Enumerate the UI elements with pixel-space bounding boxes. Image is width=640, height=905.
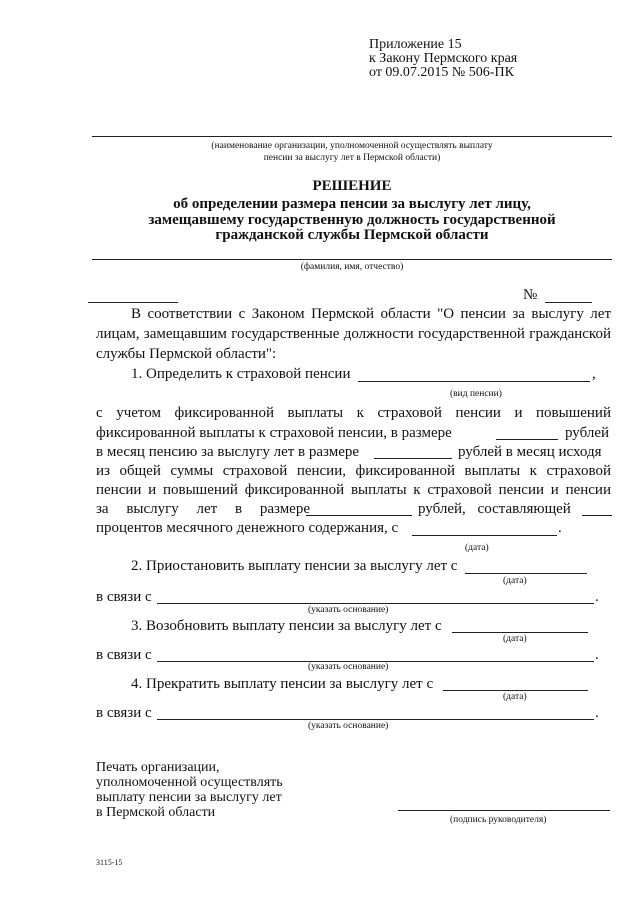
item1-text-1: с учетом фиксированной выплаты к страховой пенсии и повышений [96,405,611,421]
intro-line-2: лицам, замещавшим государственные должности государственной гражданской [96,326,611,342]
item1-text-6b: рублей, составляющей [418,501,571,517]
document-subtitle-2: замещавшему государственную должность государственной [148,212,556,228]
total-amount-line[interactable] [306,515,412,516]
item3-reason-lead: в связи с [96,647,152,663]
appendix-line-3: от 09.07.2015 № 506-ПК [369,65,514,80]
document-subtitle-1: об определении размера пенсии за выслугу лет лицу, [173,196,531,212]
stamp-line-1: Печать организации, [96,760,220,775]
item4-reason-lead: в связи с [96,705,152,721]
item3-date-caption: (дата) [503,634,527,644]
item1-text-3b: рублей в месяц исходя [458,444,602,460]
signature-caption: (подпись руководителя) [450,815,547,825]
item1-text-4: из общей суммы страховой пенсии, фиксированной выплаты к страховой [96,463,611,479]
item4-date-line[interactable] [443,690,588,691]
number-label: № [523,287,538,303]
item1-text-7a: процентов месячного денежного содержания, с [96,520,399,536]
stamp-line-3: выплату пенсии за выслугу лет [96,790,282,805]
document-title: РЕШЕНИЕ [312,178,392,194]
intro-line-3: службы Пермской области": [96,346,277,362]
long-service-pension-amount-line[interactable] [374,458,452,459]
full-name-caption: (фамилия, имя, отчество) [300,262,404,272]
item3-date-line[interactable] [452,632,588,633]
item2-date-caption: (дата) [503,576,527,586]
item1-text-2a: фиксированной выплаты к страховой пенсии, в размере [96,425,452,441]
item1-lead: 1. Определить к страховой пенсии [131,366,351,382]
item3-reason-caption: (указать основание) [308,662,389,672]
item1-date-caption: (дата) [465,543,489,553]
item2-reason-end: . [595,589,599,605]
percent-value-line[interactable] [582,515,612,516]
item4-reason-end: . [595,705,599,721]
organization-caption-1: (наименование организации, уполномоченной осуществлять выплату [211,141,493,151]
item4-reason-line[interactable] [157,719,594,720]
signature-line[interactable] [398,810,610,811]
item1-date-line[interactable] [412,535,557,536]
item2-reason-lead: в связи с [96,589,152,605]
item4-lead: 4. Прекратить выплату пенсии за выслугу лет с [131,676,434,692]
pension-type-caption: (вид пенсии) [450,389,502,399]
intro-line-1: В соответствии с Законом Пермской области "О пенсии за выслугу лет [131,306,611,322]
item4-date-caption: (дата) [503,692,527,702]
document-subtitle-3: гражданской службы Пермской области [215,227,489,243]
pension-type-line[interactable] [358,381,590,382]
decision-number-line[interactable] [545,302,592,303]
item1-text-5: пенсии и повышений фиксированной выплаты к страховой пенсии и пенсии [96,482,611,498]
item2-date-line[interactable] [465,573,587,574]
item1-text-7b: . [558,520,562,536]
stamp-line-4: в Пермской области [96,805,216,820]
item3-reason-end: . [595,647,599,663]
organization-name-line[interactable] [92,136,612,137]
item2-reason-caption: (указать основание) [308,605,389,615]
stamp-line-2: уполномоченной осуществлять [96,775,283,790]
organization-caption-2: пенсии за выслугу лет в Пермской области) [263,153,441,163]
full-name-line[interactable] [92,259,612,260]
item2-reason-line[interactable] [157,603,594,604]
footer-code: 3115-15 [96,858,123,867]
item1-comma: , [592,366,596,382]
item3-lead: 3. Возобновить выплату пенсии за выслугу лет с [131,618,442,634]
decision-date-line[interactable] [88,302,178,303]
item1-text-3a: в месяц пенсию за выслугу лет в размере [96,444,360,460]
appendix-line-1: Приложение 15 [369,37,462,52]
item1-text-6a: за выслугу лет в размере [96,501,310,517]
item2-lead: 2. Приостановить выплату пенсии за выслугу лет с [131,558,458,574]
appendix-line-2: к Закону Пермского края [369,51,518,66]
item4-reason-caption: (указать основание) [308,721,389,731]
item1-text-2b: рублей [565,425,610,441]
fixed-payment-amount-line[interactable] [496,439,558,440]
